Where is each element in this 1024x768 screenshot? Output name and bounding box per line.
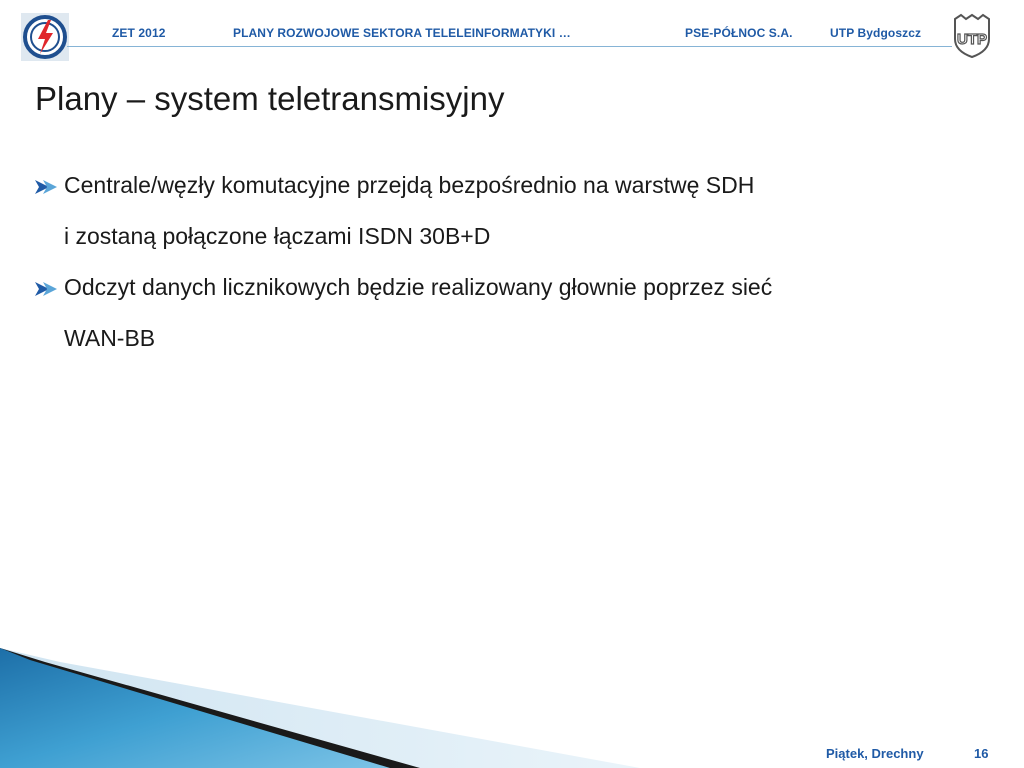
slide-title: Plany – system teletransmisyjny bbox=[35, 80, 505, 117]
bullet-line: i zostaną połączone łączami ISDN 30B+D bbox=[64, 223, 491, 249]
bullet-text bbox=[64, 160, 994, 262]
header-presentation-title: PLANY ROZWOJOWE SEKTORA TELELEINFORMATYKI … bbox=[233, 26, 571, 40]
footer-author: Piątek, Drechny bbox=[826, 746, 924, 761]
slide-header bbox=[0, 0, 1024, 68]
bullet-line: Odczyt danych licznikowych będzie realizowany głownie poprzez sieć bbox=[64, 274, 773, 300]
header-company: PSE-PÓŁNOC S.A. bbox=[685, 26, 793, 40]
utp-crest-icon bbox=[949, 13, 995, 59]
arrow-bullet-icon bbox=[35, 179, 59, 195]
page-number: 16 bbox=[974, 746, 989, 761]
header-divider bbox=[67, 46, 952, 47]
bullet-line: WAN-BB bbox=[64, 325, 156, 351]
header-conference: ZET 2012 bbox=[112, 26, 166, 40]
arrow-bullet-icon bbox=[35, 281, 59, 297]
bullet-line: Centrale/węzły komutacyjne przejdą bezpośrednio na warstwę SDH bbox=[64, 172, 755, 198]
bullet-text bbox=[64, 262, 994, 364]
lightning-logo-icon bbox=[21, 13, 69, 61]
svg-text:UTP: UTP bbox=[957, 31, 987, 48]
header-university: UTP Bydgoszcz bbox=[830, 26, 922, 40]
